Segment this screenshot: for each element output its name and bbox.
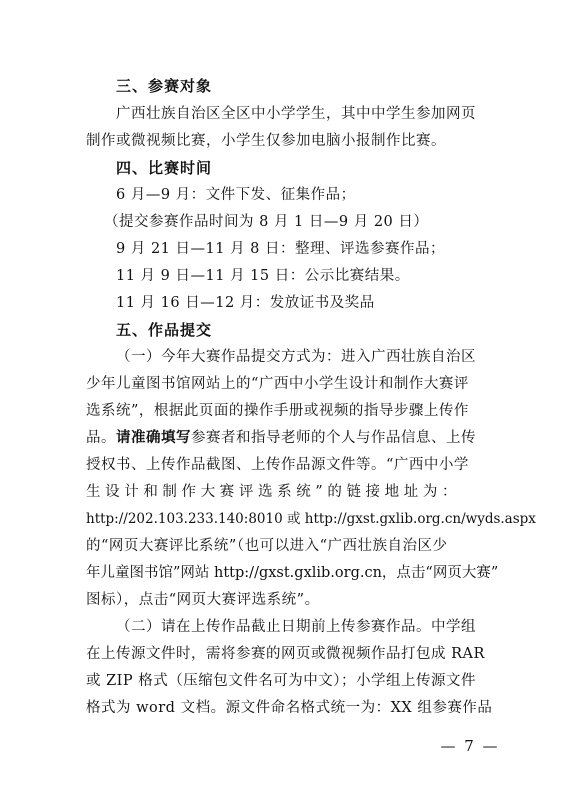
section-5-para-2-line-3: 或 ZIP 格式（压缩包文件名可为中文）；小学组上传源文件 bbox=[86, 673, 477, 689]
section-4-line-4: 11 月 9 日—11 月 15 日：公示比赛结果。 bbox=[116, 268, 410, 284]
section-5-para-2-line-4: 格式为 word 文档。源文件命名格式统一为：XX 组参赛作品 bbox=[86, 700, 493, 716]
section-4-line-5: 11 月 16 日—12 月：发放证书及奖品 bbox=[116, 295, 375, 311]
line-4-rest: 参赛者和指导老师的个人与作品信息、上传 bbox=[191, 430, 476, 446]
section-5-link-line: http://202.103.233.140:8010 或 http://gxst.gxlib.org.cn/wyds.aspx bbox=[86, 511, 536, 527]
section-5-para-1-line-10: 图标），点击“网页大赛评选系统”。 bbox=[86, 592, 320, 608]
line-4-prefix: 品。 bbox=[86, 430, 116, 446]
section-5-para-2-line-2: 在上传源文件时，需将参赛的网页或微视频作品打包成 RAR bbox=[86, 646, 485, 662]
section-5-para-1-line-8: 的“网页大赛评比系统”（也可以进入“广西壮族自治区少 bbox=[86, 538, 448, 554]
emphasis-fill-accurately: 请准确填写 bbox=[116, 430, 191, 446]
section-5-para-1-line-9: 年儿童图书馆”网站 http://gxst.gxlib.org.cn，点击“网页大赛” bbox=[86, 565, 499, 581]
page-number: — 7 — bbox=[440, 737, 500, 755]
section-3-line-1: 广西壮族自治区全区中小学学生，其中中学生参加网页 bbox=[116, 106, 476, 122]
section-5-para-2-line-1: （二）请在上传作品截止日期前上传参赛作品。中学组 bbox=[116, 619, 476, 635]
section-4-line-2: （提交参赛作品时间为 8 月 1 日—9 月 20 日） bbox=[104, 214, 429, 230]
section-5-heading: 五、作品提交 bbox=[116, 321, 213, 339]
section-5-para-1-line-5: 授权书、上传作品截图、上传作品源文件等。“广西中小学 bbox=[86, 457, 469, 473]
section-3-line-2: 制作或微视频比赛，小学生仅参加电脑小报制作比赛。 bbox=[86, 133, 446, 149]
section-5-para-1-line-3: 选系统”，根据此页面的操作手册或视频的指导步骤上传作 bbox=[86, 403, 469, 419]
section-5-para-1-line-6: 生 设 计 和 制 作 大 赛 评 选 系 统 ” 的 链 接 地 址 为 ： bbox=[86, 484, 457, 500]
section-4-heading: 四、比赛时间 bbox=[116, 159, 213, 177]
section-5-para-1-line-2: 少年儿童图书馆网站上的“广西中小学生设计和制作大赛评 bbox=[86, 376, 469, 392]
section-4-line-1: 6 月—9 月：文件下发、征集作品； bbox=[116, 187, 356, 203]
section-3-heading: 三、参赛对象 bbox=[116, 77, 213, 95]
section-4-line-3: 9 月 21 日—11 月 8 日：整理、评选参赛作品； bbox=[116, 241, 446, 257]
section-5-para-1-line-1: （一）今年大赛作品提交方式为：进入广西壮族自治区 bbox=[116, 349, 476, 365]
section-5-para-1-line-4 bbox=[0, 425, 566, 451]
